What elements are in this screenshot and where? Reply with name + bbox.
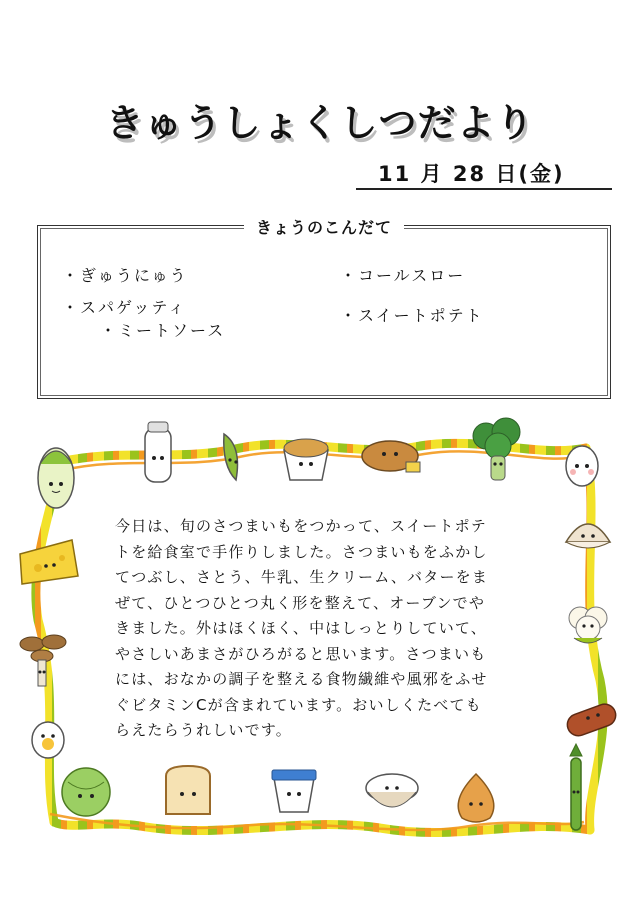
- mushroom-icon: [20, 635, 66, 686]
- rice-bowl-icon: [366, 774, 418, 807]
- cauliflower-icon: [569, 607, 607, 643]
- page-title: きゅうしょくしつだより: [105, 101, 535, 145]
- message-line: トを給食室で手作りしました。さつまいもをふかし: [115, 542, 488, 561]
- clam-icon: [566, 524, 610, 548]
- message-line: ぐビタミンCが含まれています。おいしくたべても: [115, 695, 482, 714]
- menu-item-spaghetti: ・スパゲッティ: [62, 298, 187, 317]
- message-line: らえたらうれしいです。: [115, 721, 293, 739]
- message-line: 今日は、旬のさつまいもをつかって、スイートポテ: [115, 517, 488, 535]
- yogurt-icon: [272, 770, 316, 812]
- toast-icon: [166, 766, 210, 814]
- egg-icon: [566, 446, 598, 486]
- bread-roll-icon: [362, 441, 420, 472]
- cabbage-icon: [62, 768, 110, 816]
- date-text: 11 月 28 日(金): [378, 162, 565, 186]
- sausage-icon: [564, 701, 619, 739]
- menu-item-sweet-potato: ・スイートポテト: [340, 306, 484, 325]
- menu-heading: きょうのこんだて: [244, 215, 404, 238]
- message-line: てつぶし、さとう、牛乳、生クリーム、バターをま: [115, 568, 489, 586]
- boiled-egg-icon: [32, 722, 64, 758]
- asparagus-icon: [570, 744, 582, 830]
- onion-icon: [458, 774, 494, 822]
- message-line: やさしいあまさがひろがると思います。さつまいも: [115, 644, 487, 663]
- menu-item-milk: ・ぎゅうにゅう: [62, 266, 188, 285]
- message-line: きました。外はほくほく、中はしっとりしていて、: [115, 619, 488, 637]
- chinese-cabbage-icon: [38, 448, 74, 508]
- milk-bottle-icon: [145, 422, 171, 482]
- okra-icon: [224, 434, 238, 480]
- cheese-icon: [20, 540, 78, 584]
- natto-icon: [284, 439, 328, 480]
- message-line: には、おなかの調子を整える食物繊維や風邪をふせ: [115, 670, 488, 688]
- message-body: [115, 514, 540, 744]
- menu-item-coleslaw: ・コールスロー: [340, 266, 466, 285]
- message-line: ぜて、ひとつひとつ丸く形を整えて、オーブンでや: [115, 593, 486, 612]
- menu-item-meat-sauce: ・ミートソース: [100, 321, 226, 340]
